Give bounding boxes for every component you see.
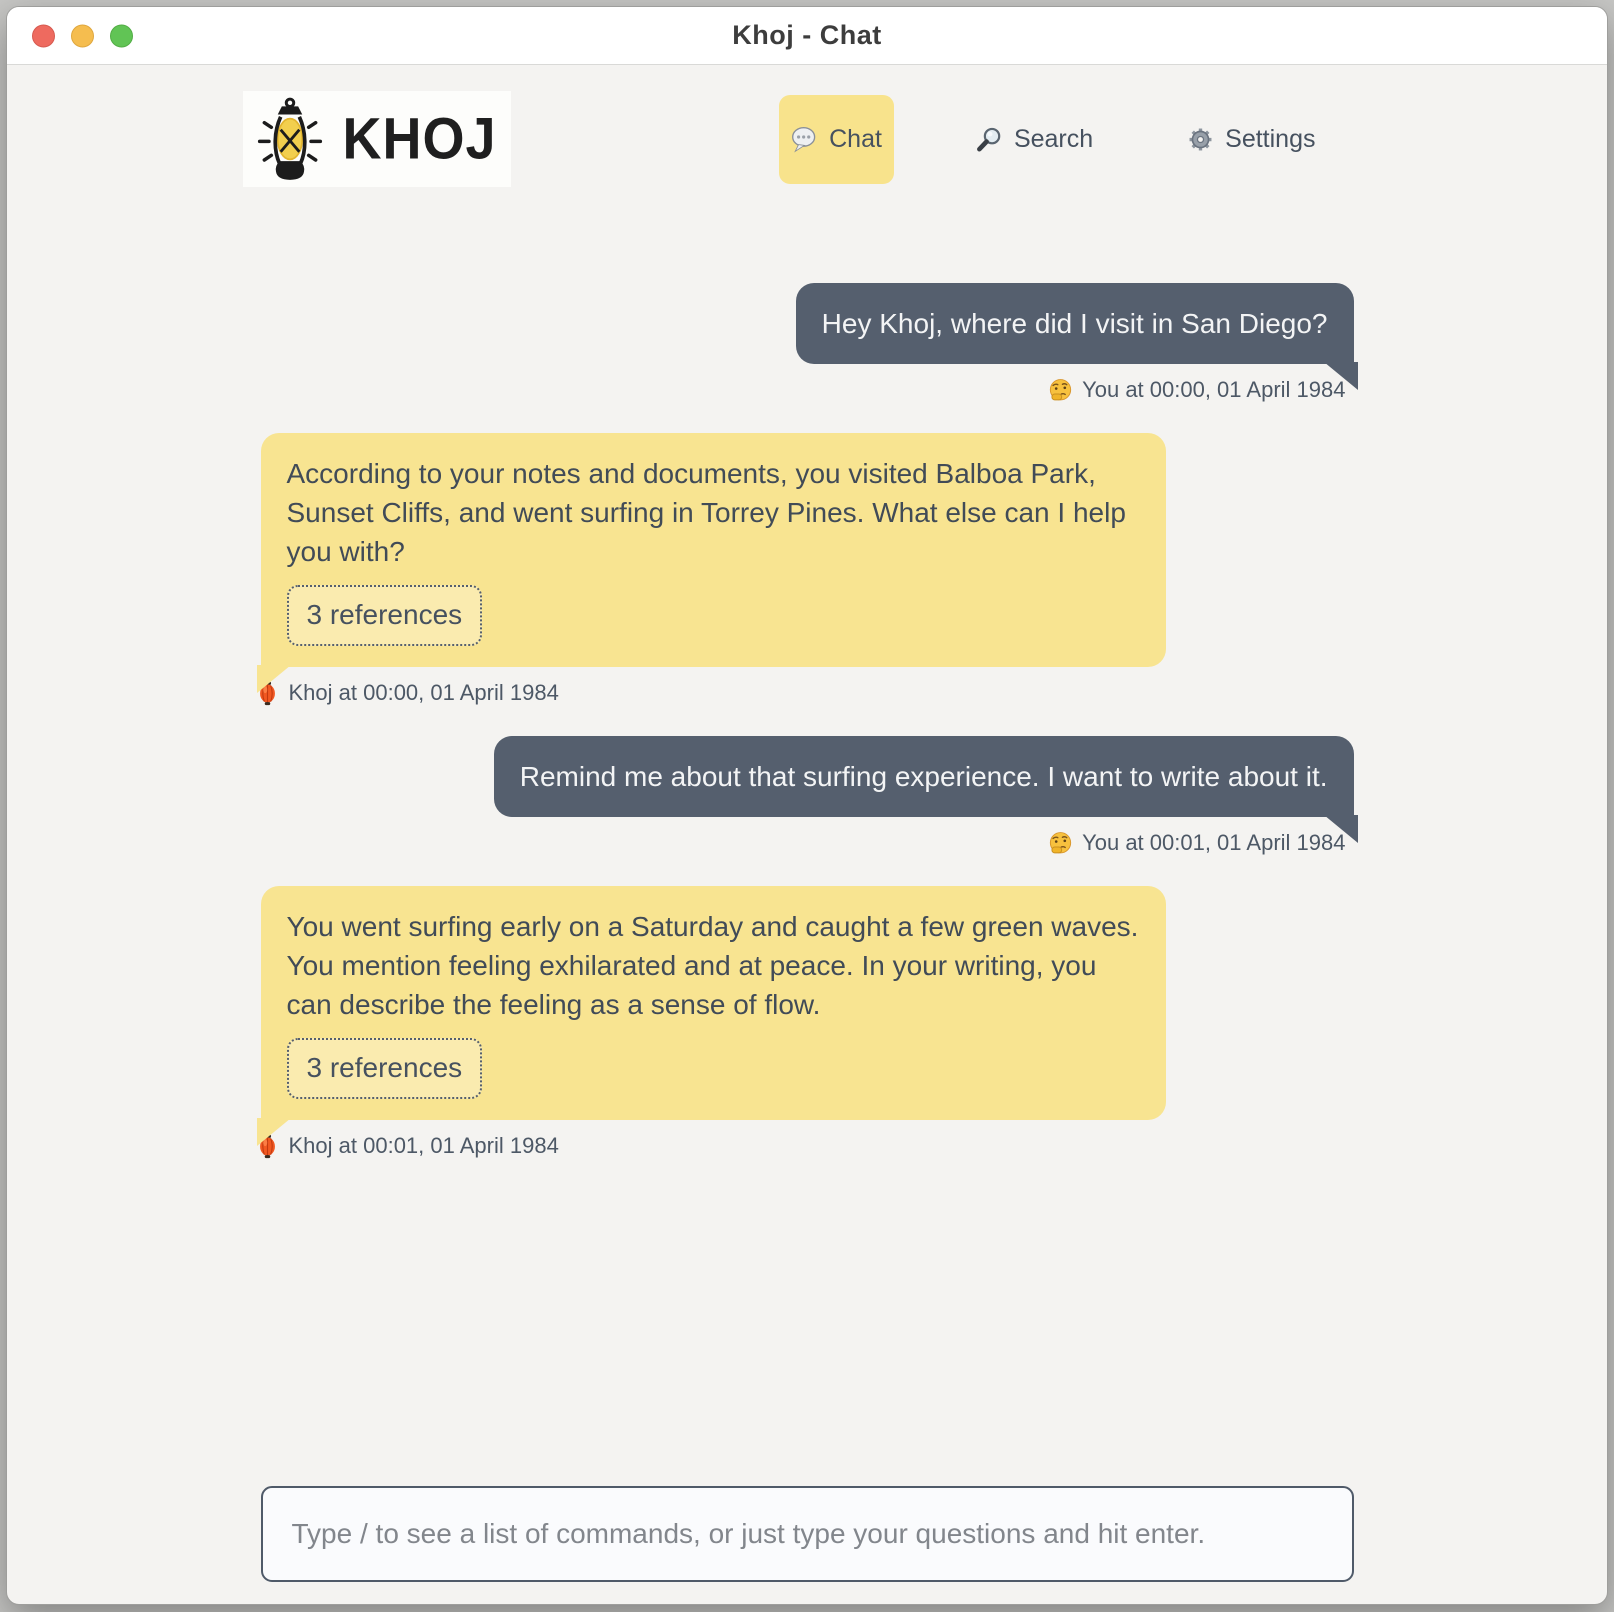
message-timestamp: Khoj at 00:00, 01 April 1984 [288, 680, 559, 705]
nav-tab-search[interactable] [964, 95, 1105, 184]
gear-icon [1187, 126, 1214, 153]
thinking-face-icon [1048, 378, 1073, 403]
khoj-message-text: According to your notes and documents, you visited Balboa Park, Sunset Cliffs, and went surfing in Torrey Pines. What else can I help you with? [286, 458, 1126, 567]
zoom-button[interactable] [110, 24, 133, 47]
thinking-face-icon [1048, 831, 1073, 856]
magnifier-icon [976, 126, 1003, 153]
chat-message-khoj [261, 886, 1354, 1159]
speech-balloon-icon [791, 126, 818, 153]
user-bubble: Hey Khoj, where did I visit in San Diego? [796, 283, 1354, 364]
window-title: Khoj - Chat [732, 20, 882, 50]
nav-menu [779, 95, 1327, 184]
chat-message-list [261, 283, 1354, 1486]
nav-settings-label: Settings [1225, 124, 1316, 153]
nav-tab-chat[interactable] [779, 95, 894, 184]
message-timestamp: You at 00:00, 01 April 1984 [1082, 377, 1346, 402]
close-button[interactable] [32, 24, 55, 47]
window-titlebar [7, 7, 1607, 65]
references-button[interactable]: 3 references [287, 1038, 483, 1099]
chat-message-user [261, 736, 1354, 856]
lantern-logo-icon [251, 97, 329, 181]
nav-search-label: Search [1013, 124, 1094, 153]
message-timestamp: Khoj at 00:01, 01 April 1984 [288, 1133, 559, 1158]
chat-input[interactable] [261, 1486, 1354, 1582]
chat-message-khoj [261, 433, 1354, 706]
chat-message-user [261, 283, 1354, 403]
minimize-button[interactable] [71, 24, 94, 47]
main-content [261, 65, 1354, 1604]
header [261, 91, 1354, 187]
nav-chat-label: Chat [829, 124, 882, 153]
app-window [6, 6, 1608, 1605]
traffic-lights [32, 24, 133, 47]
references-button[interactable]: 3 references [287, 585, 483, 646]
message-meta [1048, 377, 1345, 403]
khoj-logo [243, 91, 511, 187]
khoj-message-text: You went surfing early on a Saturday and caught a few green waves. You mention feeling exhilarated and at peace. In your writing, you can describe the feeling as a sense of flow. [286, 911, 1139, 1020]
user-bubble: Remind me about that surfing experience. I want to write about it. [494, 736, 1354, 817]
message-timestamp: You at 00:01, 01 April 1984 [1082, 830, 1346, 855]
message-meta [255, 680, 559, 706]
khoj-bubble [261, 886, 1166, 1120]
brand-name: KHOJ [342, 106, 497, 172]
message-meta [255, 1133, 559, 1159]
nav-tab-settings[interactable] [1175, 95, 1327, 184]
khoj-bubble [261, 433, 1166, 667]
composer [261, 1486, 1354, 1582]
message-meta [1048, 830, 1345, 856]
